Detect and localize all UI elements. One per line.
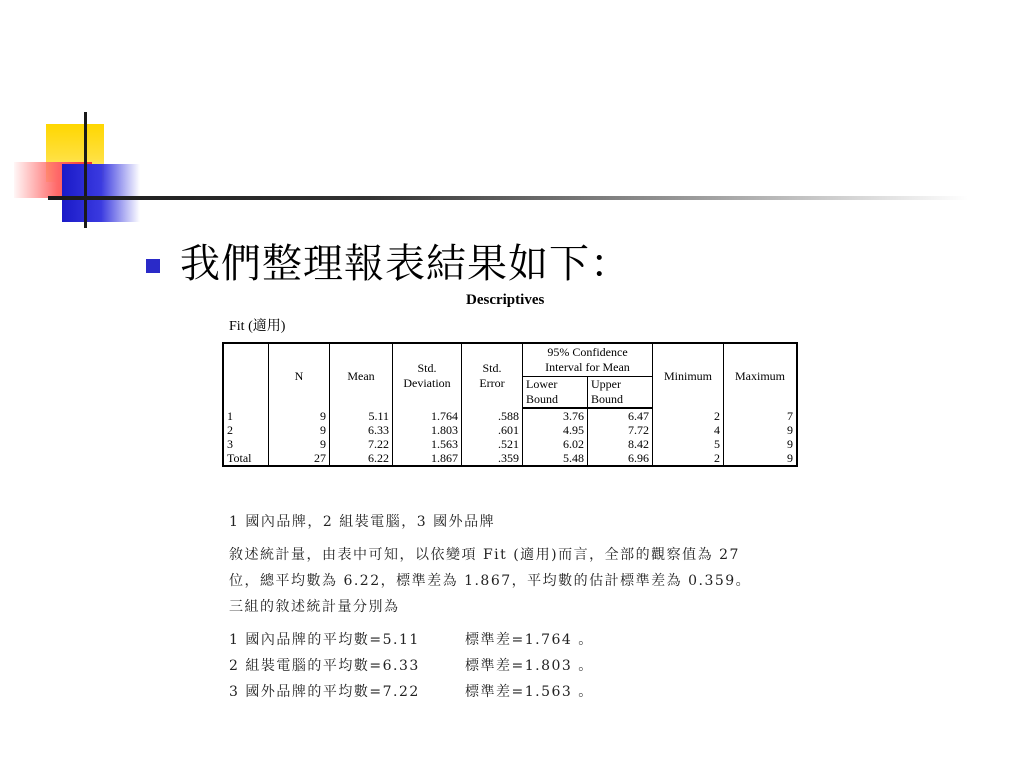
cell-se: .359 bbox=[462, 451, 523, 466]
table-row bbox=[223, 437, 797, 451]
group-legend: 1 國內品牌，2 組裝電腦，3 國外品牌 bbox=[229, 514, 496, 530]
cell-mean: 5.11 bbox=[330, 408, 393, 423]
header-lower-bound bbox=[523, 377, 588, 408]
header-confidence-interval bbox=[523, 343, 653, 377]
cell-sd: 1.803 bbox=[393, 423, 462, 437]
cell-min: 2 bbox=[653, 451, 724, 466]
row-label-header bbox=[223, 343, 269, 408]
variable-label: Fit (適用) bbox=[229, 319, 286, 334]
cell-upper: 6.47 bbox=[588, 408, 653, 423]
group-line-2 bbox=[229, 655, 594, 675]
descriptives-table bbox=[222, 342, 798, 467]
cell-mean: 6.22 bbox=[330, 451, 393, 466]
cell-max: 9 bbox=[724, 437, 798, 451]
table-row-total bbox=[223, 451, 797, 466]
cell-lower: 5.48 bbox=[523, 451, 588, 466]
group-line-3 bbox=[229, 681, 594, 701]
cell-max: 9 bbox=[724, 451, 798, 466]
row-label: 3 bbox=[223, 437, 269, 451]
row-label: 1 bbox=[223, 408, 269, 423]
cell-lower: 6.02 bbox=[523, 437, 588, 451]
bullet-square-icon bbox=[146, 259, 160, 273]
header-upper-line1: Upper bbox=[591, 377, 621, 391]
table-row bbox=[223, 423, 797, 437]
group-mean-text: 1 國內品牌的平均數=5.11 bbox=[229, 632, 420, 648]
summary-line-1: 敘述統計量，由表中可知，以依變項 Fit (適用)而言，全部的觀察值為 27 bbox=[229, 547, 740, 563]
cell-n: 27 bbox=[269, 451, 330, 466]
cell-min: 2 bbox=[653, 408, 724, 423]
group-mean-text: 2 組裝電腦的平均數=6.33 bbox=[229, 658, 420, 674]
report-title: Descriptives bbox=[466, 292, 545, 308]
cell-upper: 7.72 bbox=[588, 423, 653, 437]
cell-sd: 1.563 bbox=[393, 437, 462, 451]
cell-mean: 7.22 bbox=[330, 437, 393, 451]
header-lower-line2: Bound bbox=[526, 392, 559, 406]
header-maximum: Maximum bbox=[724, 343, 798, 408]
table-row bbox=[223, 408, 797, 423]
cell-lower: 4.95 bbox=[523, 423, 588, 437]
cell-se: .521 bbox=[462, 437, 523, 451]
group-sd-text: 標準差=1.803 。 bbox=[465, 658, 594, 674]
cell-min: 5 bbox=[653, 437, 724, 451]
header-std-deviation-line2: Deviation bbox=[403, 376, 451, 390]
header-std-error bbox=[462, 343, 523, 408]
cell-n: 9 bbox=[269, 408, 330, 423]
header-mean: Mean bbox=[330, 343, 393, 408]
cell-sd: 1.867 bbox=[393, 451, 462, 466]
header-n: N bbox=[269, 343, 330, 408]
group-line-1 bbox=[229, 629, 594, 649]
group-sd-text: 標準差=1.764 。 bbox=[465, 632, 594, 648]
summary-line-2: 位，總平均數為 6.22，標準差為 1.867，平均數的估計標準差為 0.359。 bbox=[229, 573, 752, 589]
header-std-error-line2: Error bbox=[479, 376, 505, 390]
cell-upper: 8.42 bbox=[588, 437, 653, 451]
cell-max: 9 bbox=[724, 423, 798, 437]
cell-lower: 3.76 bbox=[523, 408, 588, 423]
header-ci-line1: 95% Confidence bbox=[547, 345, 628, 359]
group-mean-text: 3 國外品牌的平均數=7.22 bbox=[229, 684, 420, 700]
cell-n: 9 bbox=[269, 437, 330, 451]
row-label: Total bbox=[223, 451, 269, 466]
header-std-deviation bbox=[393, 343, 462, 408]
ornament-blue-square bbox=[62, 164, 140, 222]
header-ci-line2: Interval for Mean bbox=[545, 360, 630, 374]
cell-n: 9 bbox=[269, 423, 330, 437]
header-std-error-line1: Std. bbox=[482, 361, 502, 375]
summary-line-3: 三組的敘述統計量分別為 bbox=[229, 599, 400, 615]
bullet-heading: 我們整理報表結果如下： bbox=[180, 241, 631, 287]
title-divider-line bbox=[48, 196, 968, 200]
cell-mean: 6.33 bbox=[330, 423, 393, 437]
cell-upper: 6.96 bbox=[588, 451, 653, 466]
cell-min: 4 bbox=[653, 423, 724, 437]
header-minimum: Minimum bbox=[653, 343, 724, 408]
cell-max: 7 bbox=[724, 408, 798, 423]
header-lower-line1: Lower bbox=[526, 377, 558, 391]
header-upper-bound bbox=[588, 377, 653, 408]
header-std-deviation-line1: Std. bbox=[417, 361, 437, 375]
header-upper-line2: Bound bbox=[591, 392, 624, 406]
cell-sd: 1.764 bbox=[393, 408, 462, 423]
group-sd-text: 標準差=1.563 。 bbox=[465, 684, 594, 700]
row-label: 2 bbox=[223, 423, 269, 437]
ornament-vertical-line bbox=[84, 112, 87, 228]
cell-se: .601 bbox=[462, 423, 523, 437]
cell-se: .588 bbox=[462, 408, 523, 423]
